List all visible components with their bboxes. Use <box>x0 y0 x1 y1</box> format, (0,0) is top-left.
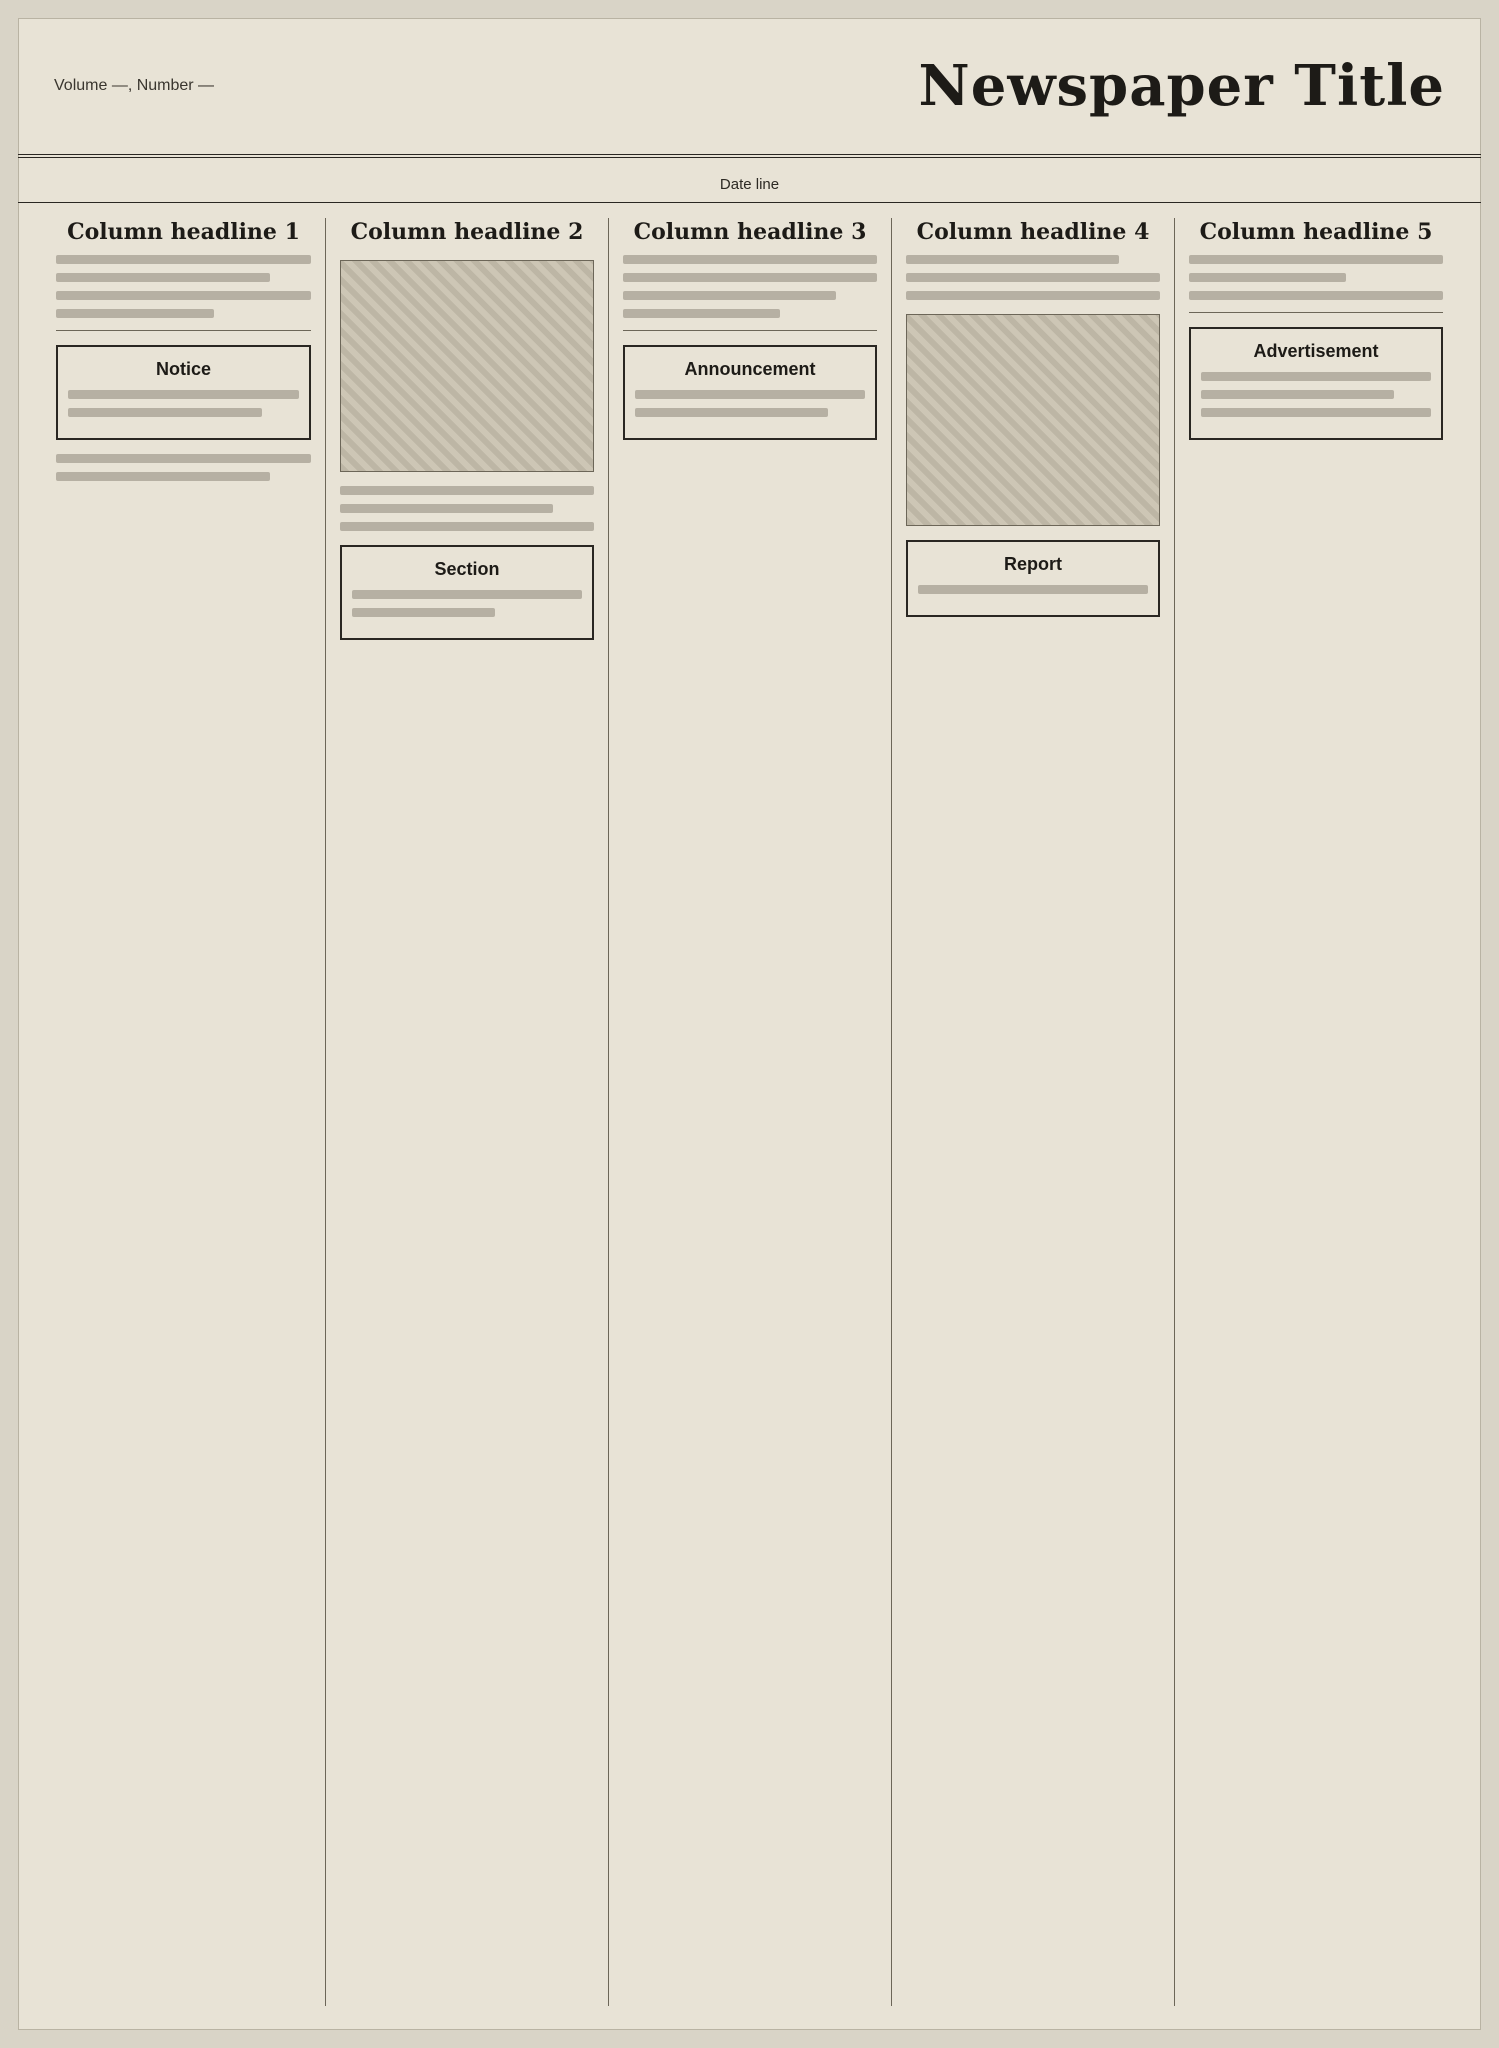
column-headline: Column headline 4 <box>916 219 1150 245</box>
text-line <box>340 486 594 495</box>
text-line <box>635 390 865 399</box>
boxed-item <box>1189 327 1443 440</box>
text-line <box>340 504 553 513</box>
text-line <box>352 590 582 599</box>
newspaper-name: Newspaper Title <box>918 53 1445 119</box>
boxed-item <box>56 345 311 440</box>
text-line <box>623 255 877 264</box>
column-2 <box>325 218 608 2006</box>
text-line <box>340 522 594 531</box>
text-line <box>56 454 311 463</box>
text-line <box>1189 291 1443 300</box>
column-1 <box>42 218 325 2006</box>
divider <box>1189 312 1443 313</box>
text-line <box>1201 390 1394 399</box>
column-headline: Column headline 1 <box>67 219 300 245</box>
column-5 <box>1174 218 1457 2006</box>
article-columns <box>42 218 1457 2006</box>
boxed-item-title: Advertisement <box>1253 341 1379 361</box>
dateline: Date line <box>18 166 1481 203</box>
text-line <box>1201 372 1431 381</box>
text-line <box>56 255 311 264</box>
text-line <box>56 309 214 318</box>
column-4 <box>891 218 1174 2006</box>
text-line <box>906 291 1160 300</box>
text-line <box>623 273 877 282</box>
text-line <box>623 291 836 300</box>
newspaper-page <box>18 18 1481 2030</box>
column-headline: Column headline 2 <box>350 219 584 245</box>
divider <box>56 330 311 331</box>
masthead-meta: Volume —, Number — <box>54 77 215 94</box>
text-line <box>56 472 270 481</box>
boxed-item-title: Section <box>434 559 500 579</box>
text-line <box>635 408 828 417</box>
photo-placeholder <box>906 314 1160 526</box>
text-line <box>68 408 262 417</box>
text-line <box>906 255 1119 264</box>
boxed-item-title: Announcement <box>684 359 816 379</box>
boxed-item-title: Notice <box>155 359 211 379</box>
text-line <box>352 608 495 617</box>
boxed-item <box>340 545 594 640</box>
text-line <box>1189 255 1443 264</box>
boxed-item <box>906 540 1160 617</box>
column-headline: Column headline 3 <box>633 219 867 245</box>
text-line <box>918 585 1148 594</box>
photo-placeholder <box>340 260 594 472</box>
text-line <box>1201 408 1431 417</box>
boxed-item-title: Report <box>1004 554 1062 574</box>
boxed-item <box>623 345 877 440</box>
text-line <box>623 309 780 318</box>
masthead <box>18 18 1481 158</box>
text-line <box>68 390 299 399</box>
text-line <box>1189 273 1346 282</box>
column-3 <box>608 218 891 2006</box>
text-line <box>56 291 311 300</box>
divider <box>623 330 877 331</box>
text-line <box>56 273 270 282</box>
text-line <box>906 273 1160 282</box>
column-headline: Column headline 5 <box>1199 219 1433 245</box>
